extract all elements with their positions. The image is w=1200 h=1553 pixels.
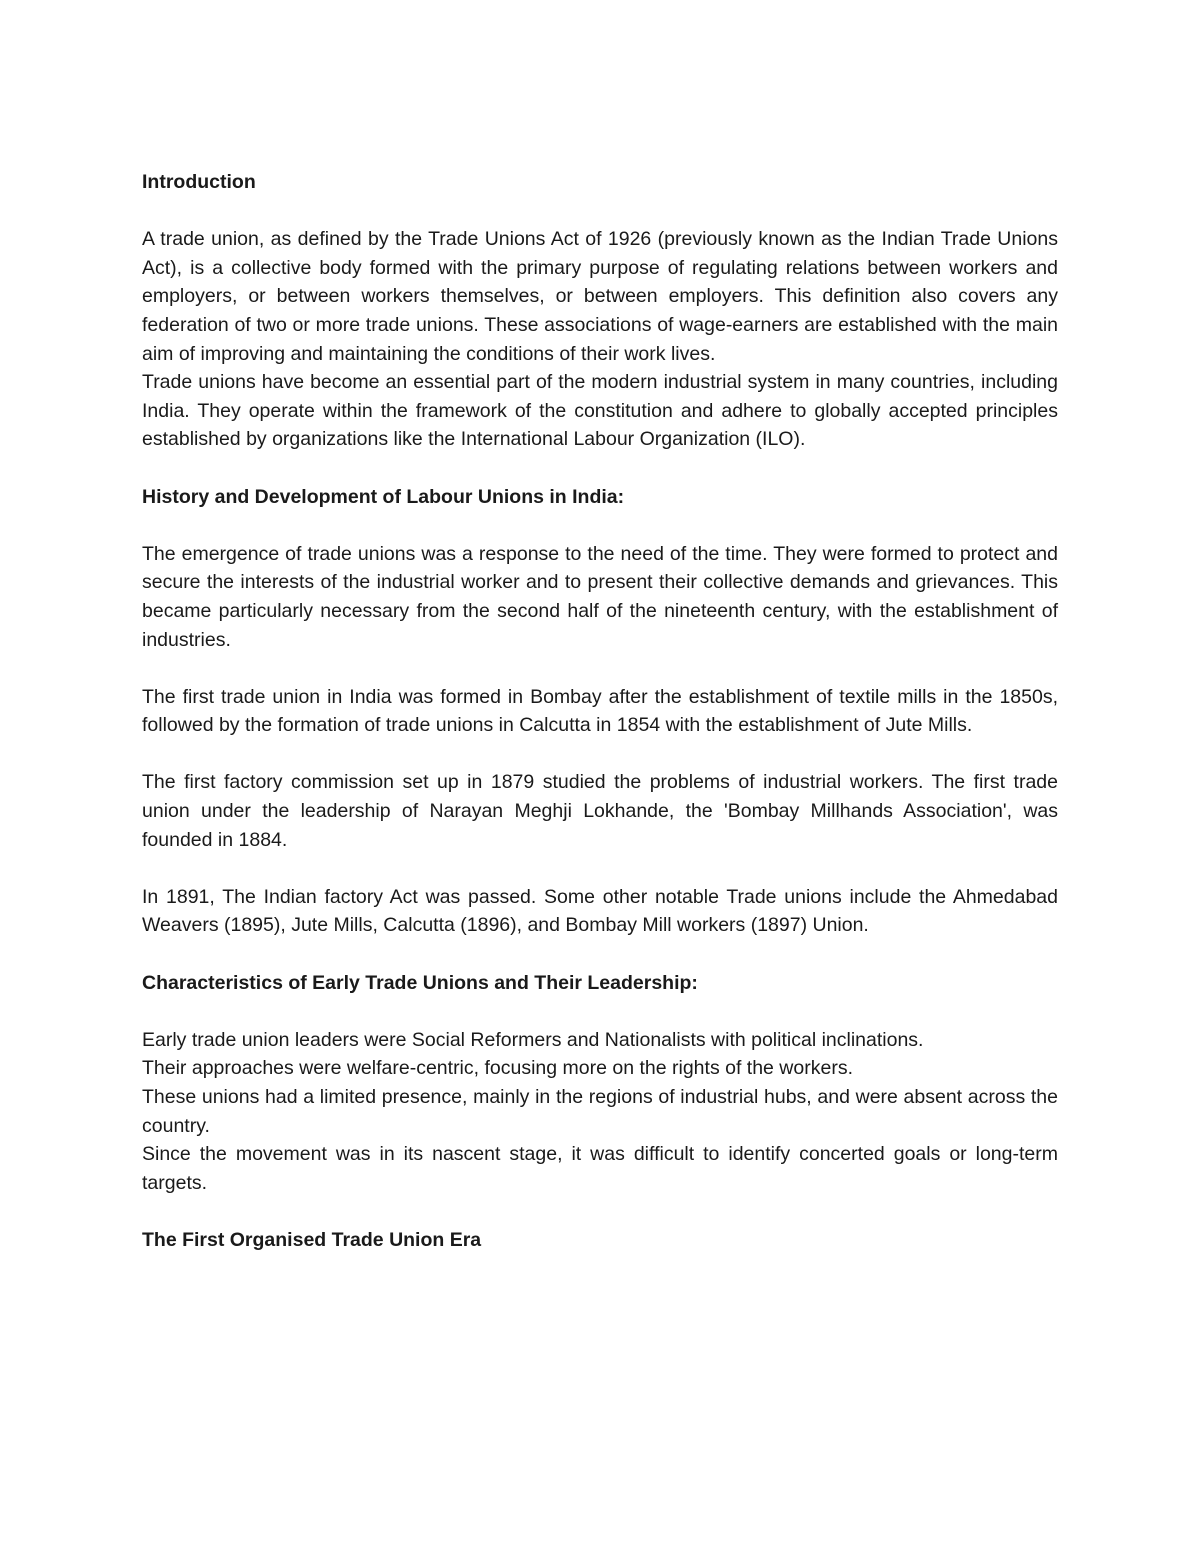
era-heading: The First Organised Trade Union Era — [142, 1228, 482, 1251]
characteristics-paragraph-2: Their approaches were welfare-centric, focusing more on the rights of the workers. — [142, 1057, 853, 1080]
spacer — [142, 1197, 1058, 1226]
spacer — [142, 654, 1058, 683]
characteristics-paragraph-4: Since the movement was in its nascent stage, it was difficult to identify concerted goals or long-term targets. — [142, 1143, 1058, 1194]
characteristics-paragraph-1: Early trade union leaders were Social Reformers and Nationalists with political inclinations. — [142, 1028, 924, 1051]
history-heading: History and Development of Labour Unions in India: — [142, 485, 625, 508]
characteristics-paragraph-3: These unions had a limited presence, mainly in the regions of industrial hubs, and were absent across the country. — [142, 1086, 1058, 1137]
history-paragraph-3: The first factory commission set up in 1879 studied the problems of industrial workers. The first trade union under the leadership of Narayan Meghji Lokhande, the 'Bombay Millhands Association', was founded in 1884. — [142, 771, 1058, 851]
history-paragraph-1: The emergence of trade unions was a response to the need of the time. They were formed to protect and secure the interests of the industrial worker and to present their collective demands and grievances. This became particularly necessary from the second half of the nineteenth century, with the establishment of industries. — [142, 542, 1058, 651]
spacer — [142, 511, 1058, 540]
spacer — [142, 854, 1058, 883]
spacer — [142, 454, 1058, 483]
spacer — [142, 997, 1058, 1026]
intro-paragraph-2: Trade unions have become an essential part of the modern industrial system in many countries, including India. They operate within the framework of the constitution and adhere to globally accepted principles established by organizations like the International Labour Organization (ILO). — [142, 371, 1058, 451]
intro-heading: Introduction — [142, 171, 256, 193]
history-paragraph-4: In 1891, The Indian factory Act was passed. Some other notable Trade unions include the Ahmedabad Weavers (1895), Jute Mills, Calcutta (1896), and Bombay Mill workers (1897) Union. — [142, 885, 1058, 937]
spacer — [142, 197, 1058, 226]
spacer — [142, 940, 1058, 969]
characteristics-heading: Characteristics of Early Trade Unions and Their Leadership: — [142, 971, 698, 994]
document-page — [142, 168, 1058, 1255]
spacer — [142, 740, 1058, 769]
intro-paragraph-1: A trade union, as defined by the Trade Unions Act of 1926 (previously known as the Indian Trade Unions Act), is a collective body formed with the primary purpose of regulating relations between workers and employers, or between workers themselves, or between employers. This definition also covers any federation of two or more trade unions. These associations of wage-earners are established with the main aim of improving and maintaining the conditions of their work lives. — [142, 228, 1058, 365]
history-paragraph-2: The first trade union in India was formed in Bombay after the establishment of textile mills in the 1850s, followed by the formation of trade unions in Calcutta in 1854 with the establishment of Jute Mills. — [142, 685, 1058, 737]
